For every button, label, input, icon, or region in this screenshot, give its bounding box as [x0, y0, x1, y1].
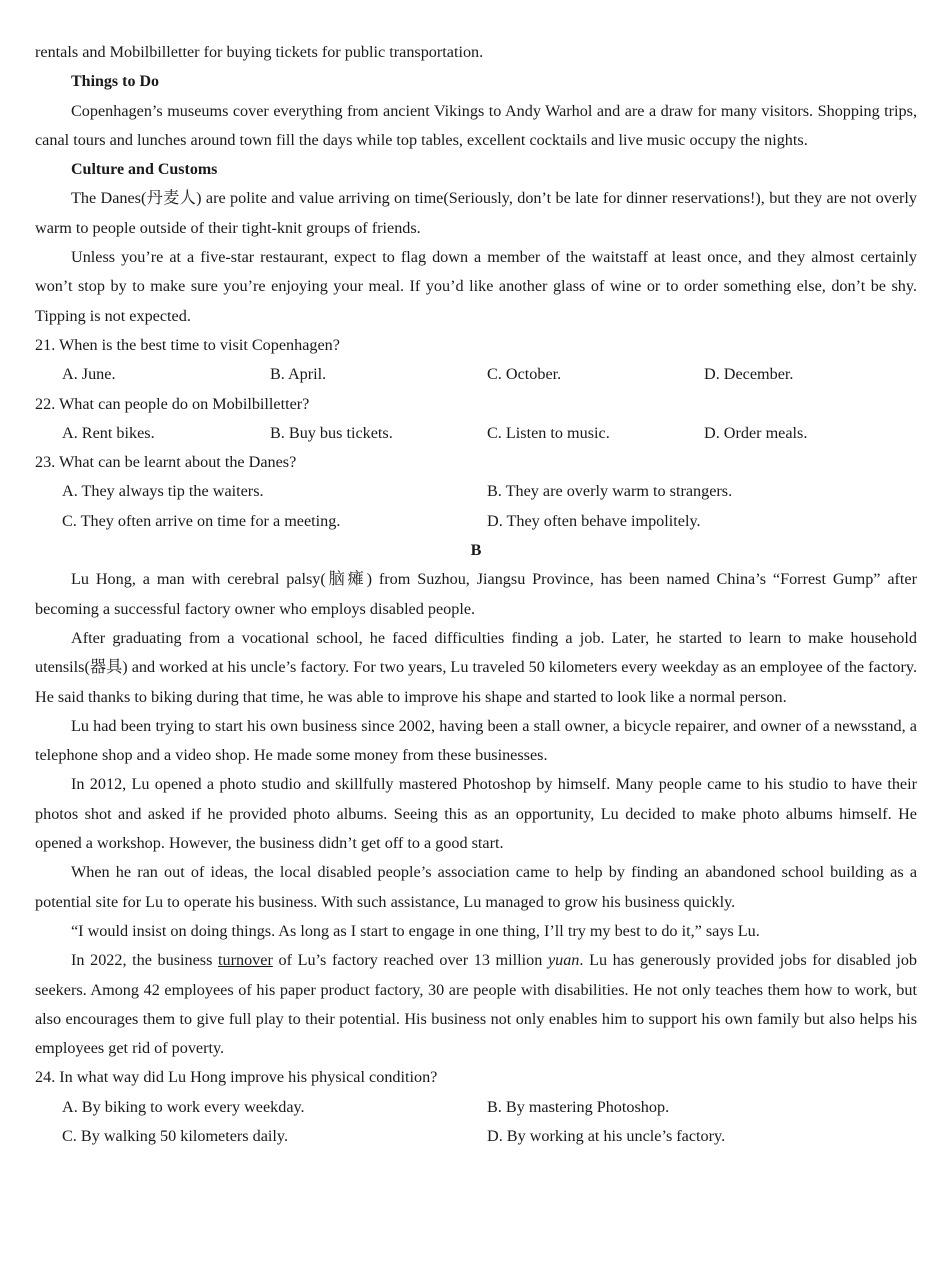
- question-21-options: [35, 360, 917, 389]
- paragraph-things-to-do: Copenhagen’s museums cover everything from ancient Vikings to Andy Warhol and are a draw for many visitors. Shopping trips, canal tours and lunches around town fill the days while top tables, excellent cocktails and live music occupy the nights.: [35, 101, 917, 149]
- passage-b-paragraph-3: Lu had been trying to start his own business since 2002, having been a stall owner, a bicycle repairer, and owner of a newsstand, a telephone shop and a video shop. He made some money from these businesses.: [35, 716, 917, 765]
- passage-b-paragraph-1: Lu Hong, a man with cerebral palsy(脑瘫) from Suzhou, Jiangsu Province, has been named China’s “Forrest Gump” after becoming a successful factory owner who employs disabled people.: [35, 570, 917, 618]
- question-23-option-b: B. They are overly warm to strangers.: [487, 482, 733, 501]
- question-24-option-b: B. By mastering Photoshop.: [487, 1097, 670, 1116]
- question-21-option-a: A. June.: [62, 365, 116, 384]
- heading-things-to-do: Things to Do: [71, 73, 160, 91]
- question-23-option-c: C. They often arrive on time for a meeting.: [62, 511, 341, 530]
- passage-b-paragraph-7: [35, 946, 917, 1063]
- question-22-stem: 22. What can people do on Mobilbilletter?: [35, 394, 310, 413]
- question-22-option-c: C. Listen to music.: [487, 423, 610, 442]
- exam-page: [35, 38, 917, 1151]
- question-22-option-a: A. Rent bikes.: [62, 423, 155, 442]
- paragraph-7-start: In 2022, the business: [71, 951, 219, 970]
- paragraph-7-end: . Lu has generously provided jobs for disabled job seekers. Among 42 employees of his paper product factory, 30 are people with disabilities. He not only teaches them how to work, but also encourages them to give full play to their potential. His business not only enables him to support his own family but also helps his employees get rid of poverty.: [35, 951, 918, 1058]
- passage-b-paragraph-4: In 2012, Lu opened a photo studio and skillfully mastered Photoshop by himself. Many people came to his studio to have their photos shot and asked if he provided photo albums. Seeing this as an opportunity, Lu decided to make photo albums himself. He opened a workshop. However, the business didn’t get off to a good start.: [35, 775, 917, 853]
- paragraph-culture-1: The Danes(丹麦人) are polite and value arriving on time(Seriously, don’t be late for dinner reservations!), but they are not overly warm to people outside of their tight-knit groups of friends.: [35, 189, 917, 237]
- question-21-option-c: C. October.: [487, 365, 562, 384]
- question-24-option-a: A. By biking to work every weekday.: [62, 1097, 305, 1116]
- question-23-option-a: A. They always tip the waiters.: [62, 482, 264, 501]
- question-21-option-d: D. December.: [704, 365, 794, 384]
- question-24-stem: 24. In what way did Lu Hong improve his physical condition?: [35, 1068, 438, 1087]
- paragraph-culture-2: Unless you’re at a five-star restaurant, expect to flag down a member of the waitstaff at least once, and they almost certainly won’t stop by to make sure you’re enjoying your meal. If you’d like another glass of wine or to order something else, don’t be shy. Tipping is not expected.: [35, 248, 917, 325]
- question-23-option-d: D. They often behave impolitely.: [487, 511, 701, 530]
- question-22-option-d: D. Order meals.: [704, 423, 808, 442]
- question-24-option-d: D. By working at his uncle’s factory.: [487, 1126, 726, 1145]
- passage-b-paragraph-5: When he ran out of ideas, the local disabled people’s association came to help by finding an abandoned school building as a potential site for Lu to operate his business. With such assistance, Lu managed to grow his business quickly.: [35, 863, 917, 911]
- passage-b-paragraph-2: After graduating from a vocational school, he faced difficulties finding a job. Later, he started to learn to make household utensils(器具) and worked at his uncle’s factory. For two years, Lu traveled 50 kilometers every weekday as an employee of the factory. He said thanks to biking during that time, he was able to improve his shape and started to look like a normal person.: [35, 628, 917, 706]
- question-22-options: [35, 419, 917, 448]
- heading-culture-and-customs: Culture and Customs: [71, 161, 218, 179]
- passage-b-paragraph-6: “I would insist on doing things. As long as I start to engage in one thing, I’ll try my best to do it,” says Lu.: [71, 921, 760, 940]
- question-23-options: [35, 477, 917, 536]
- passage-b-letter: B: [470, 541, 482, 560]
- question-24-option-c: C. By walking 50 kilometers daily.: [62, 1126, 288, 1145]
- paragraph-7-middle: of Lu’s factory reached over 13 million: [272, 951, 548, 970]
- question-24-options: [35, 1093, 917, 1152]
- question-21-stem: 21. When is the best time to visit Copenhagen?: [35, 335, 340, 354]
- question-21-option-b: B. April.: [270, 365, 327, 384]
- underlined-word-turnover: turnover: [218, 951, 273, 970]
- question-23-stem: 23. What can be learnt about the Danes?: [35, 453, 297, 472]
- italic-word-yuan: yuan: [547, 951, 580, 970]
- intro-line: rentals and Mobilbilletter for buying tickets for public transportation.: [35, 43, 484, 61]
- question-22-option-b: B. Buy bus tickets.: [270, 423, 393, 442]
